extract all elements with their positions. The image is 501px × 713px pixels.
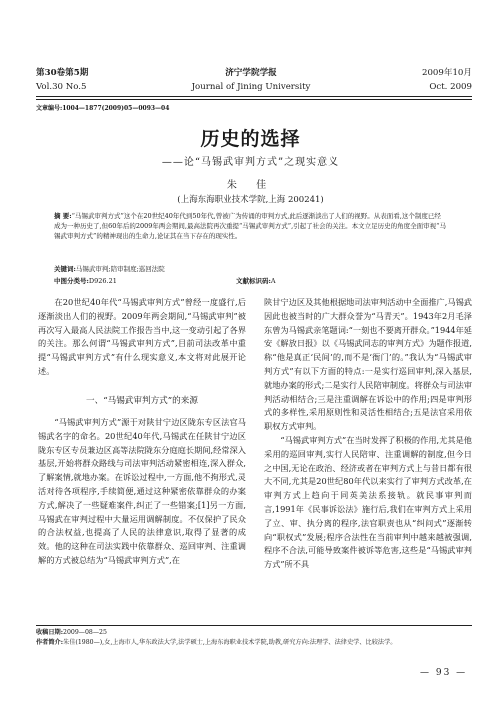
author-bio [36,638,472,647]
abstract-text: “马锡武审判方式”这个在20世纪40年代到50年代,曾被广为传诵的审判方式,此后逐渐淡出了人们的视野。从表面看,这个制度已经成为一种历史了,但60年后的2009年两会期间,最高法院再次重提“马锡武审判方式”,引起了社会的关注。本文立足历史的角度全面审视“马锡武审判方式”的精神现出的生命力,论证其在当下存在的现实性。 [54,212,446,240]
issue-date-cn: 2009年10月 [422,68,472,78]
author-bio-label: 作者简介: [36,639,64,646]
clc-value: D926.21 [88,277,117,285]
right-paragraph-1: 陕甘宁边区及其他根据地司法审判活动中全面推广,马锡武因此也被当时的广大群众誉为“马青天”。1943年2月毛泽东曾为马锡武亲笔题词:“一刻也不要离开群众。”1944年延安《解放日报》以《马锡武同志的审判方式》为题作报道,称“他是真正‘民间’的,而不是‘衙门’的。”我认为“马锡武审判方式”有以下方面的特点:一是实行巡回审判,深入基层,就地办案的形式;二是实行人民陪审制度。将群众与司法审判活动相结合;三是注重调解在诉讼中的作用;四是审判形式的多样性,采用原则性和灵活性相结合;五是法官采用依职权方式审判。 [264,297,472,432]
received-label: 收稿日期: [36,629,64,636]
left-column-body [38,416,246,568]
article-title: 历史的选择 [200,128,301,150]
keywords-label: 关键词: [54,265,76,273]
author-name: 朱 佳 [226,180,275,191]
author-bio-text: 朱佳(1980—),女,上海市人,华东政法大学,法学硕士,上海东海职业技术学院,助教,研究方向:法理学、法律史学、比较法学。 [63,639,397,646]
document-code-value: A [270,277,276,285]
journal-volume-en: Vol.30 No.5 [36,82,87,92]
document-code-label: 文献标识码: [236,277,271,285]
intro-paragraph: 在20世纪40年代“马锡武审判方式”曾经一度盛行,后逐渐淡出人们的视野。2009年两会期间,“马锡武审判”被再次写入最高人民法院工作报告当中,这一变动引起了各界的关注。那么何谓“马锡武审判方式”,目前司法改革中重提“马锡武审判方式”有什么现实意义,本文将对此展开论述。 [38,297,246,376]
keywords-text: 马锡武审判;陪审制度;巡回法院 [75,265,165,273]
article-subtitle: ——论“马锡武审判方式”之现实意义 [161,157,340,168]
footnote-rule [36,625,472,626]
section-heading: 一、“马锡武审判方式”的来源 [86,396,198,406]
received-date [36,628,472,637]
abstract [54,211,446,241]
received-value: 2009—08—25 [63,629,107,636]
clc-label: 中图分类号: [54,277,89,285]
source-paragraph: “马锡武审判方式”源于对陕甘宁边区陇东专区法官马锡武名字的命名。20世纪40年代,马锡武在任陕甘宁边区陇东专区专员兼边区高等法院陇东分庭庭长期间,经常深入基层,开始将群众路线与司法审判活动紧密相连,深入群众,了解案情,就地办案。在诉讼过程中,一方面,他不拘形式,灵活对待各项程序,手续简便,通过这种紧密依靠群众的办案方式,解决了一些疑难案件,纠正了一些错案;[1]另一方面,马锡武在审判过程中大量运用调解制度。不仅保护了民众的合法权益,也提高了人民的法律意识,取得了显著的成效。他的这种在司法实践中依靠群众、巡回审判、注重调解的方式被总结为“马锡武审判方式”,在 [38,417,246,565]
keywords [54,264,165,274]
issue-date-en: Oct. 2009 [429,82,472,92]
document-code [236,276,276,286]
right-column [264,296,472,572]
article-number: 文章编号:1004—1877(2009)05—0093—04 [36,105,170,112]
author-affiliation: (上海东海职业技术学院,上海 200241) [177,195,324,205]
right-paragraph-2: “马锡武审判方式”在当时发挥了积极的作用,尤其是他采用的巡回审判,实行人民陪审、注重调解的制度,但今日之中国,无论在政治、经济或者在审判方式上与昔日都有很大不同,尤其是20世纪80年代以来实行了审判方式改革,在审判方式上趋向于同英美法系接轨。就民事审判而言,1991年《民事诉讼法》施行后,我们在审判方式上采用了立、审、执分离的程序,法官职责也从“纠问式”逐渐转向“职权式”发展;程序合法性在当前审判中越来越被强调,程序不合法,可能导致案件被诉等危害,这些是“马锡武审判方式”所不具 [264,434,472,570]
left-column-intro [38,296,246,379]
journal-name-en: Journal of Jining University [191,82,311,92]
abstract-label: 摘 要: [54,212,72,220]
journal-volume-cn: 第30卷第5期 [36,68,89,78]
header-rule-thin [36,99,472,100]
page-number: — 93 — [420,668,468,678]
header-rule [36,96,472,97]
clc-number [54,276,117,286]
journal-name-cn: 济宁学院学报 [225,68,277,78]
